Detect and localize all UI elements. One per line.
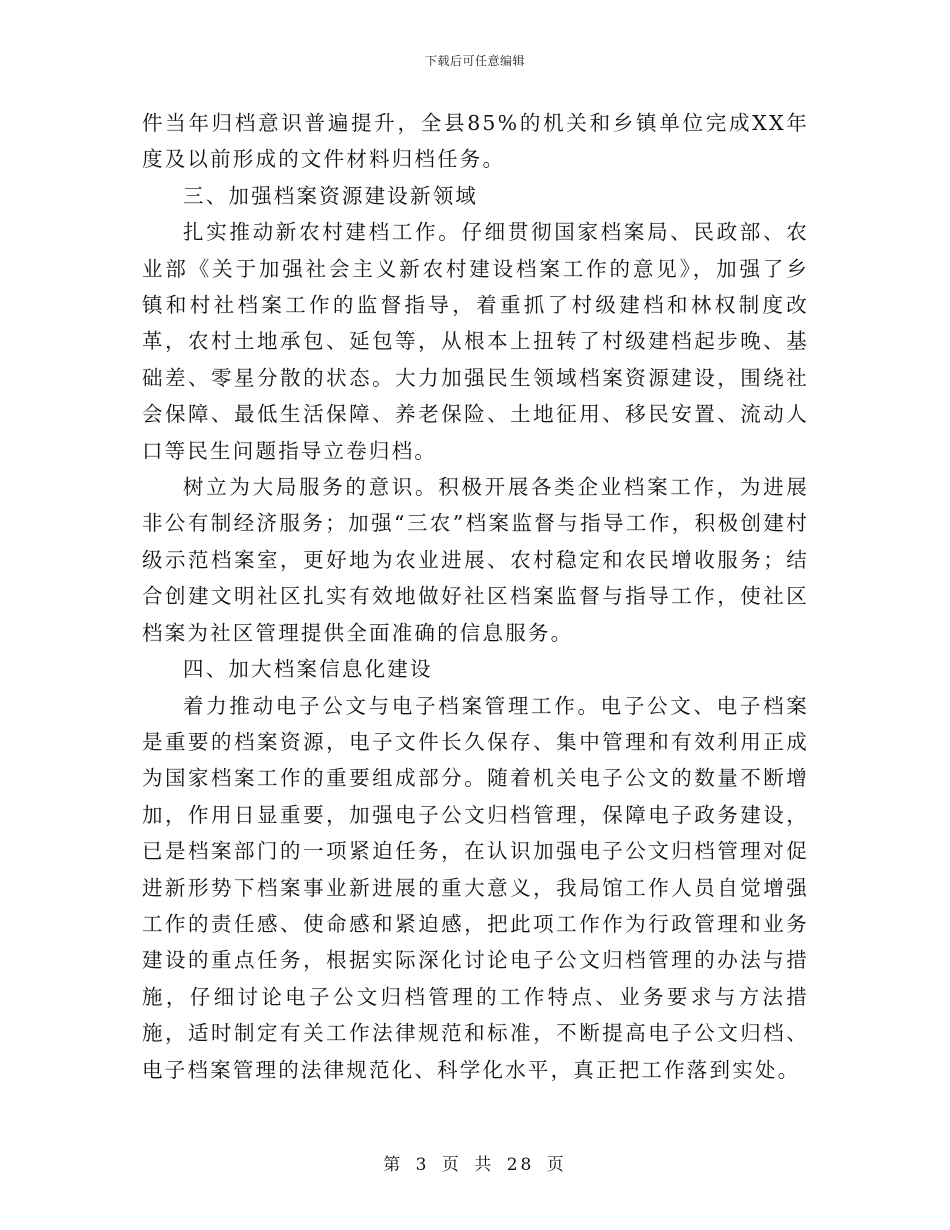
paragraph-electronic-archives: 着力推动电子公文与电子档案管理工作。电子公文、电子档案是重要的档案资源，电子文件长久保存、集中管理和有效利用正成为国家档案工作的重要组成部分。随着机关电子公文的数量不断增加，作用日显重要，加强电子公文归档管理，保障电子政务建设，已是档案部门的一项紧迫任务，在认识加强电子公文归档管理对促进新形势下档案事业新进展的重大意义，我局馆工作人员自觉增强工作的责任感、使命感和紧迫感，把此项工作作为行政管理和业务建设的重点任务，根据实际深化讨论电子公文归档管理的办法与措施，仔细讨论电子公文归档管理的工作特点、业务要求与方法措施，适时制定有关工作法律规范和标准，不断提高电子公文归档、电子档案管理的法律规范化、科学化水平，真正把工作落到实处。: [142, 693, 809, 1082]
page-footer: [0, 1150, 950, 1175]
page-header: 下载后可任意编辑: [424, 54, 525, 68]
section-heading-4: 四、加大档案信息化建设: [183, 657, 433, 682]
footer-current-page: 3: [415, 1155, 430, 1175]
footer-total-pages: 28: [506, 1155, 535, 1175]
document-body: [142, 105, 809, 1088]
footer-mid2: 共: [474, 1155, 495, 1175]
footer-suffix: 页: [546, 1155, 567, 1175]
paragraph-new-rural-archives: 扎实推动新农村建档工作。仔细贯彻国家档案局、民政部、农业部《关于加强社会主义新农村建设档案工作的意见》，加强了乡镇和村社档案工作的监督指导，着重抓了村级建档和林权制度改革，农村土地承包、延包等，从根本上扭转了村级建档起步晚、基础差、零星分散的状态。大力加强民生领域档案资源建设，围绕社会保障、最低生活保障、养老保险、土地征用、移民安置、流动人口等民生问题指导立卷归档。: [142, 220, 809, 463]
footer-prefix: 第: [383, 1155, 404, 1175]
paragraph-continuation: 件当年归档意识普遍提升，全县85%的机关和乡镇单位完成XX年度及以前形成的文件材料归档任务。: [142, 111, 809, 172]
footer-mid1: 页: [441, 1155, 462, 1175]
paragraph-serve-overall: 树立为大局服务的意识。积极开展各类企业档案工作，为进展非公有制经济服务；加强“三农”档案监督与指导工作，积极创建村级示范档案室，更好地为农业进展、农村稳定和农民增收服务；结合创建文明社区扎实有效地做好社区档案监督与指导工作，使社区档案为社区管理提供全面准确的信息服务。: [142, 475, 809, 645]
section-heading-3: 三、加强档案资源建设新领域: [183, 183, 479, 208]
